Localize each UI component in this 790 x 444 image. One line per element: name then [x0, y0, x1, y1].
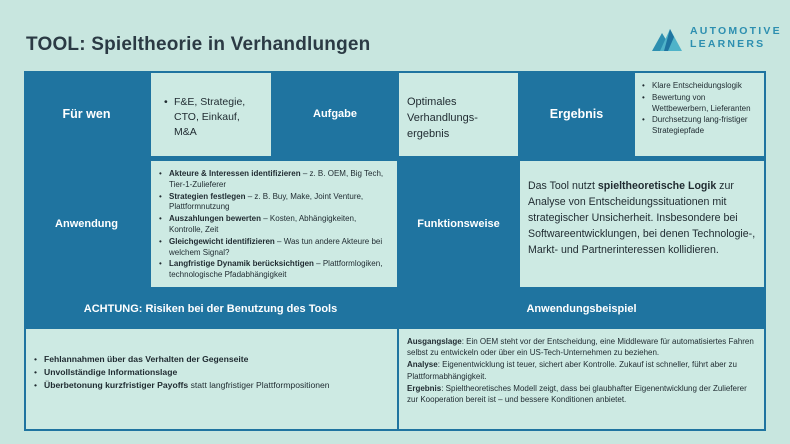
risiko-item-bold: Unvollständige Informationslage	[44, 366, 178, 377]
ergebnis-item: • Klare Entscheidungslogik	[642, 81, 760, 92]
risiko-item	[34, 366, 393, 379]
label-anwendung	[24, 159, 149, 289]
logo-mountain-icon	[652, 25, 686, 51]
label-aufgabe-text: Aufgabe	[313, 108, 357, 120]
anwendung-item-rest: – z. B. OEM, Big Tech, Tier-1-Zulieferer	[169, 169, 384, 189]
label-funktionsweise-text: Funktionsweise	[417, 218, 500, 230]
anwendung-item-bold: Langfristige Dynamik berücksichtigen	[169, 259, 314, 269]
label-funktionsweise	[399, 159, 518, 289]
fuer-wen-item-text: F&E, Strategie,	[174, 96, 246, 108]
funktionsweise-text-pre: Das Tool nutzt	[528, 180, 598, 192]
beispiel-rest: : Spieltheoretisches Modell zeigt, dass bei glaubhafter Eigenentwicklung der Zulieferer zur Kooperation bereit ist – und bessere Konditionen anbietet.	[407, 383, 747, 404]
beispiel-rest: : Eigenentwicklung ist teuer, sichert aber Kontrolle. Zukauf ist schneller, führt aber zu Plattformabhängigkeit.	[407, 360, 737, 381]
beispiel-bold: Analyse	[407, 360, 438, 370]
label-fuer-wen	[24, 71, 149, 157]
anwendung-item	[159, 237, 391, 259]
beispiel-paragraph	[407, 383, 756, 405]
label-ergebnis-text: Ergebnis	[549, 107, 604, 121]
label-ergebnis	[520, 71, 633, 157]
fuer-wen-item-text: M&A	[174, 126, 197, 139]
anwendung-item	[159, 192, 391, 214]
anwendung-item	[159, 214, 391, 236]
funktionsweise-text	[520, 161, 764, 287]
anwendung-item-bold: Auszahlungen bewerten	[169, 214, 262, 224]
anwendung-item-bold: Strategien festlegen	[169, 191, 246, 201]
anwendung-item-rest: – Plattformlogiken, technologische Pfadabhängigkeit	[169, 259, 383, 280]
logo-text-line2: LEARNERS	[690, 38, 766, 50]
anwendung-list	[151, 161, 397, 287]
anwendung-item	[159, 259, 391, 281]
label-anwendungsbeispiel-text: Anwendungsbeispiel	[526, 303, 637, 315]
beispiel-paragraph	[407, 336, 756, 358]
anwendung-item-rest: – z. B. Buy, Make, Joint Venture, Plattformnutzung	[169, 191, 364, 212]
fuer-wen-item	[164, 95, 271, 141]
aufgabe-text-line: Optimales	[407, 96, 457, 108]
tool-grid	[24, 71, 766, 431]
anwendung-item-rest: – Kosten, Abhängigkeiten, Kontrolle, Zeit	[169, 214, 357, 234]
anwendung-item-bold: Gleichgewicht identifizieren	[169, 236, 275, 246]
risiko-item-bold: Fehlannahmen über das Verhalten der Gegenseite	[44, 354, 249, 364]
risiken-list	[26, 329, 397, 429]
logo-text-line1: AUTOMOTIVE	[690, 25, 782, 37]
ergebnis-item: • Bewertung von Wettbewerbern, Lieferanten	[642, 93, 760, 115]
page-title: TOOL: Spieltheorie in Verhandlungen	[26, 34, 371, 55]
aufgabe-text-line: Verhandlungs-	[407, 111, 478, 124]
label-aufgabe	[273, 71, 397, 157]
funktionsweise-text-post: zur Analyse von Entscheidungssituationen mit strategischer Unsicherheit. Insbesondere bei Softwareentwicklungen, bei denen Technologie-, Markt- und Partnerinteressen kollidieren.	[528, 180, 756, 256]
funktionsweise-text-bold: spieltheoretische Logik	[597, 180, 717, 192]
anwendung-item	[159, 169, 391, 191]
risiko-item-bold: Überbetonung kurzfristiger Payoffs	[44, 379, 189, 390]
anwendungsbeispiel-text	[399, 329, 764, 429]
ergebnis-item: • Durchsetzung lang-fristiger Strategiepfade	[642, 115, 760, 137]
label-anwendung-text: Anwendung	[55, 218, 118, 230]
label-achtung-text: ACHTUNG: Risiken bei der Benutzung des Tools	[83, 303, 338, 315]
fuer-wen-list	[151, 73, 271, 156]
label-achtung	[24, 291, 397, 327]
beispiel-rest: : Ein OEM steht vor der Entscheidung, eine Middleware für automatisiertes Fahren selbst zu entwickeln oder über ein US-Tech-Unternehmen zu beziehen.	[407, 337, 754, 358]
aufgabe-text	[399, 73, 518, 156]
anwendung-item-rest: – Was tun andere Akteure bei welchem Signal?	[169, 236, 383, 257]
beispiel-bold: Ausgangslage	[407, 337, 462, 346]
label-anwendungsbeispiel	[399, 291, 764, 327]
risiko-item	[34, 379, 393, 392]
label-fuer-wen-text: Für wen	[62, 107, 111, 121]
company-logo	[652, 23, 782, 53]
ergebnis-list	[635, 73, 764, 156]
risiko-item-rest: statt langfristiger Plattformpositionen	[188, 379, 330, 390]
risiko-item	[34, 353, 393, 366]
anwendung-item-bold: Akteure & Interessen identifizieren	[169, 169, 301, 178]
aufgabe-text-line: ergebnis	[407, 127, 450, 140]
fuer-wen-item-text: CTO, Einkauf,	[174, 111, 240, 124]
beispiel-paragraph	[407, 359, 756, 381]
beispiel-bold: Ergebnis	[407, 383, 442, 393]
